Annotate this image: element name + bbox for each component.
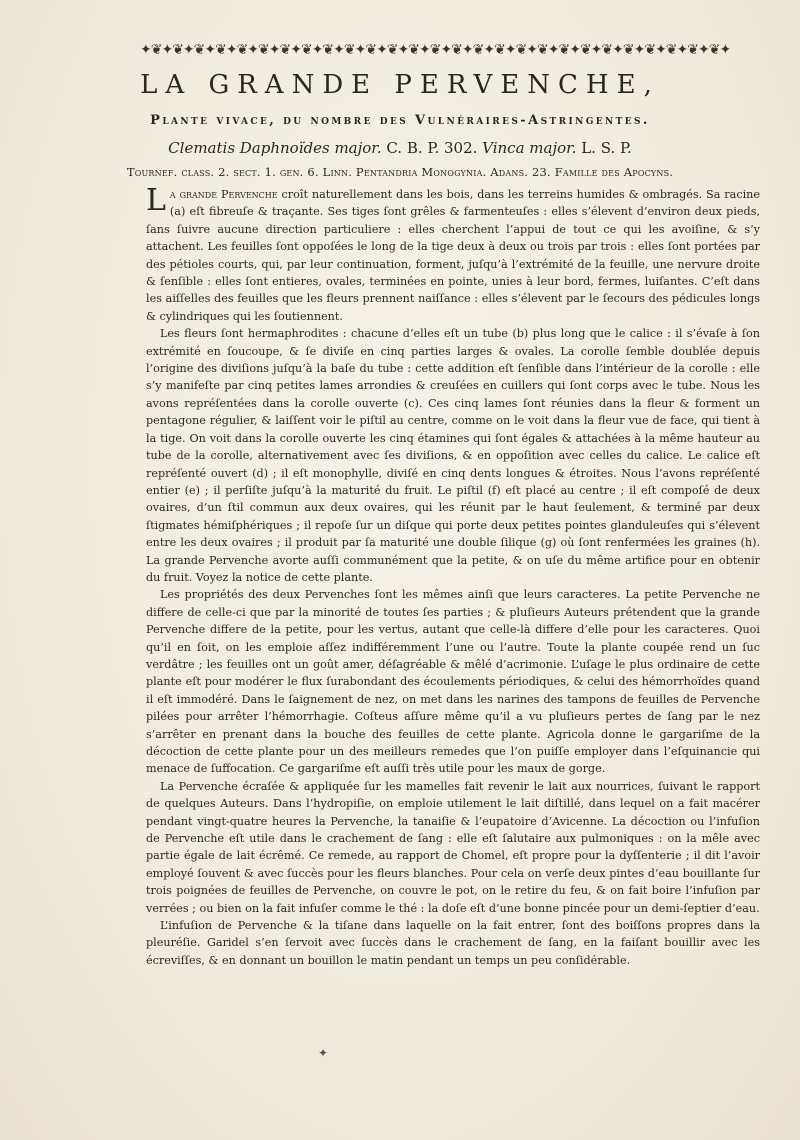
drop-cap: L — [146, 183, 166, 218]
synonym-cbp-ref: C. B. P. 302. — [381, 139, 483, 157]
footer-mark: ✦ — [318, 1046, 329, 1060]
synonym-lsp-ref: L. S. P. — [576, 139, 632, 157]
lead-words: a grande Pervenche — [169, 188, 278, 201]
paragraph-4: La Pervenche écraſée & appliquée ſur les mamelles fait revenir le lait aux nourrices, ſuivant le rapport de quelques Auteurs. Dans l’hydropiſie, on emploie utilement le lait diſtillé, dans lequel on a fait macérer pendant vingt-quatre heures la Pervenche, la tanaiſie & l’eupatoire d’Avicenne. La décoction ou l’infuſion de Pervenche eſt utile dans le crachement de ſang : elle eſt ſalutaire aux pulmoniques : on la mêle avec partie égale de lait écrêmé. Ce remede, au rapport de Chomel, eſt propre pour la dyſſenterie ; il dit l’avoir employé ſouvent & avec ſuccès pour les fleurs blanches. Pour cela on verſe deux pintes d’eau bouillante ſur trois poignées de feuilles de Pervenche, on couvre le pot, on le retire du feu, & on fait boire l’infuſion par verrées ; ou bien on la fait infuſer comme le thé : la doſe eſt d’une bonne pincée pour un demi-ſeptier d’eau. — [146, 779, 760, 915]
paragraph-3: Les propriétés des deux Pervenches ſont les mêmes ainſi que leurs caracteres. La petite Pervenche ne differe de celle-ci que par la minorité de toutes ſes parties ; & pluſieurs Auteurs prétendent que la grande Pervenche differe de la petite, pour les vertus, autant que celle-là differe d’elle pour les caracteres. Quoi qu’il en ſoit, on les emploie aſſez indifféremment l’une ou l’autre. Toute la plante coupée rend un ſuc verdâtre ; les feuilles ont un goût amer, déſagréable & mêlé d’acrimonie. L’uſage le plus ordinaire de cette plante eſt pour modérer le flux ſurabondant des écoulements périodiques, & celui des hémorrhoïdes quand il eſt immodéré. Dans le ſaignement de nez, on met dans les narines des tampons de feuilles de Pervenche pilées pour arrêter l’hémorrhagie. Coſteus aſſure même qu’il a vu pluſieurs pertes de ſang par le nez s’arrêter en prenant dans la bouche des feuilles de cette plante. Agricola donne le gargariſme de la décoction de cette plante pour un des meilleurs remedes que l’on puiſſe employer dans l’eſquinancie qui menace de ſuffocation. Ce gargariſme eſt auſſi très utile pour les maux de gorge. — [146, 588, 760, 776]
main-text — [146, 183, 760, 969]
botanical-synonyms — [0, 138, 800, 158]
paragraph-5: L’infuſion de Pervenche & la tiſane dans laquelle on la fait entrer, ſont des boiſſons propres dans la pleuréſie. Garidel s’en ſervoit avec ſuccès dans le crachement de ſang, en la faiſant bouillir avec les écreviſſes, & en donnant un bouillon le matin pendant un temps un peu conſidérable. — [146, 919, 760, 967]
header-ornament-band: ✦❦✦❦✦❦✦❦✦❦✦❦✦❦✦❦✦❦✦❦✦❦✦❦✦❦✦❦✦❦✦❦✦❦✦❦✦❦✦❦✦❦✦❦✦❦✦❦✦❦✦❦✦❦✦ — [140, 42, 730, 58]
page-subtitle: Plante vivace, du nombre des Vulnéraires-Astringentes. — [150, 113, 650, 128]
paragraph-1 — [146, 183, 760, 325]
synonym-vinca: Vinca major. — [482, 139, 577, 157]
paragraph-1-text: croît naturellement dans les bois, dans les terreins humides & ombragés. Sa racine (a) eſt fibreuſe & traçante. Ses tiges ſont grêles & farmenteuſes : elles s’élevent d’environ deux pieds, ſans ſuivre aucune direction particuliere : elles cherchent l’appui de tout ce qui les avoiſine, & s’y attachent. Les feuilles ſont oppoſées le long de la tige deux à deux ou trois par trois : elles ſont portées par des pétioles courts, qui, par leur continuation, forment, juſqu’à l’extrémité de la feuille, une nervure droite & ſenſible : elles ſont entieres, ovales, terminées en pointe, unies à leur bord, fermes, luiſantes. C’eſt dans les aiſſelles des feuilles que les fleurs prennent naiſſance : elles s’élevent par le ſecours des pédicules longs & cylindriques qui les ſoutiennent. — [146, 188, 760, 323]
page-title: LA GRANDE PERVENCHE, — [140, 70, 660, 100]
paragraph-2: Les fleurs ſont hermaphrodites : chacune d’elles eſt un tube (b) plus long que le calice : il s’évaſe à ſon extrémité en ſoucoupe, & ſe diviſe en cinq parties larges & ovales. La corolle ſemble doublée depuis l’origine des diviſions juſqu’à la baſe du tube : cette addition eſt ſenſible dans l’intérieur de la corolle : elle s’y manifeſte par cinq petites lames arrondies & creuſées en cuillers qui ſont corps avec le tube. Nous les avons repréſentées dans la corolle ouverte (c). Ces cinq lames ſont réunies dans la fleur & forment un pentagone régulier, & laiſſent voir le piſtil au centre, comme on le voit dans la fleur vue de face, qui tient à la tige. On voit dans la corolle ouverte les cinq étamines qui ſont égales & attachées à la même hauteur au tube de la corolle, alternativement avec ſes diviſions, & en oppoſition avec celles du calice. Le calice eſt repréſenté ouvert (d) ; il eſt monophylle, diviſé en cinq dents longues & étroites. Nous l’avons repréſenté entier (e) ; il perſiſte juſqu’à la maturité du fruit. Le piſtil (f) eſt placé au centre ; il eſt compoſé de deux ovaires, d’un ſtil commun aux deux ovaires, qui les réunit par le haut ſeulement, & terminé par deux ſtigmates hémiſphériques ; il repoſe ſur un diſque qui porte deux petites pointes glanduleuſes qui s’élevent entre les deux ovaires ; il produit par ſa maturité une double ſilique (g) où ſont renfermées les graines (h). La grande Pervenche avorte auſſi communément que la petite, & on uſe du même artifice pour en obtenir du fruit. Voyez la notice de cette plante. — [146, 327, 760, 584]
classification-references: Tournef. claſſ. 2. ſect. 1. gen. 6. Linn. Pentandria Monogynia. Adans. 23. Famille des Apocyns. — [126, 165, 674, 179]
synonym-clematis: Clematis Daphnoïdes major. — [168, 139, 382, 157]
